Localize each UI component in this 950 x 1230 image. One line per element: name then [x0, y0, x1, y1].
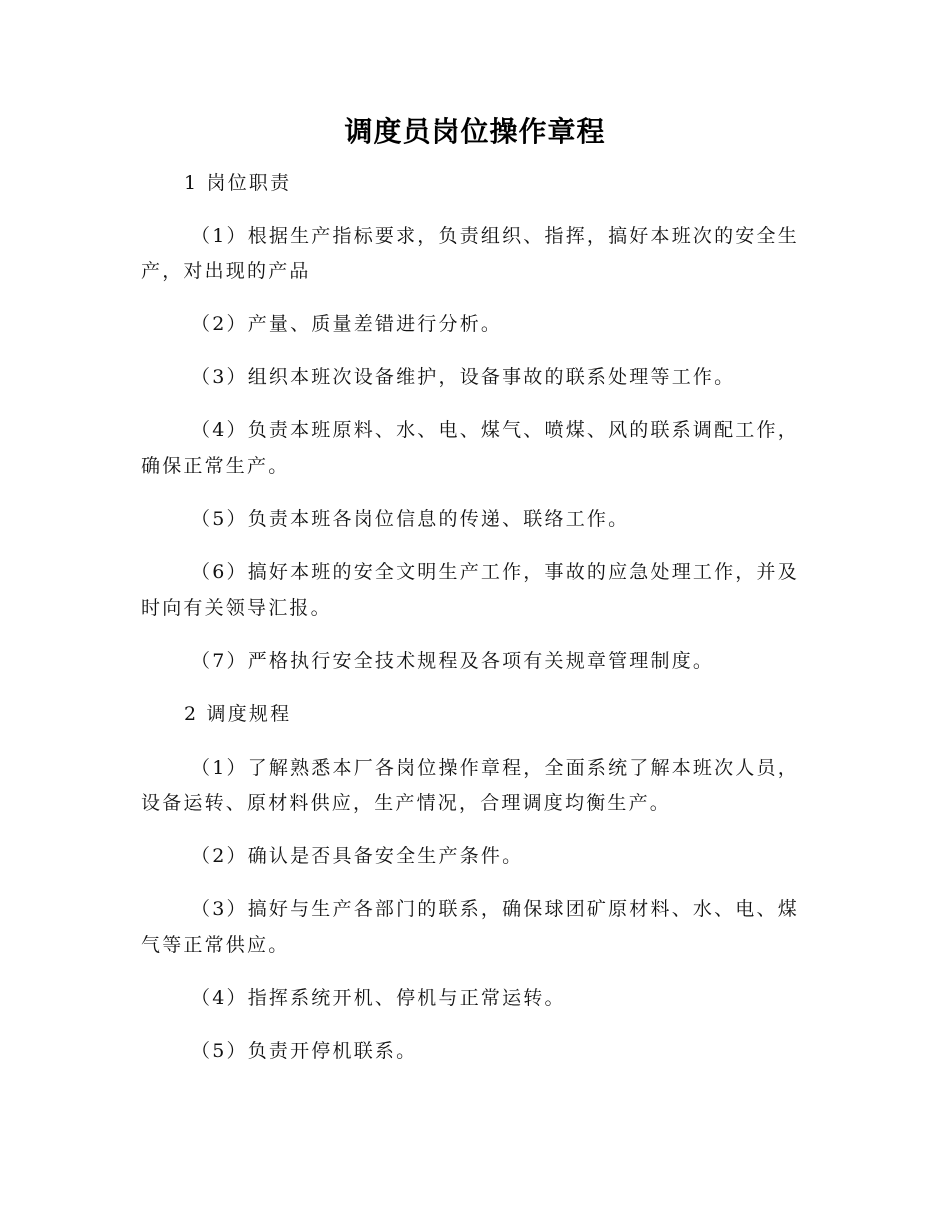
duty-item-6-line-1: （6）搞好本班的安全文明生产工作，事故的应急处理工作，并及 [191, 561, 799, 583]
duty-item-5: （5）负责本班各岗位信息的传递、联络工作。 [191, 508, 630, 530]
rule-item-1-line-1: （1）了解熟悉本厂各岗位操作章程，全面系统了解本班次人员， [191, 757, 799, 779]
duty-item-1-line-2: 产，对出现的产品 [141, 260, 311, 282]
section-heading-duties: 1 岗位职责 [184, 172, 292, 194]
rule-item-1-line-2: 设备运转、原材料供应，生产情况，合理调度均衡生产。 [141, 792, 672, 814]
rule-item-4: （4）指挥系统开机、停机与正常运转。 [191, 987, 566, 1009]
rule-item-5: （5）负责开停机联系。 [191, 1040, 418, 1062]
rule-item-3-line-1: （3）搞好与生产各部门的联系，确保球团矿原材料、水、电、煤 [191, 898, 799, 920]
duty-item-1-line-1: （1）根据生产指标要求，负责组织、指挥，搞好本班次的安全生 [191, 225, 799, 247]
duty-item-3: （3）组织本班次设备维护，设备事故的联系处理等工作。 [191, 366, 736, 388]
section-heading-dispatch-rules: 2 调度规程 [184, 703, 292, 725]
duty-item-6-line-2: 时向有关领导汇报。 [141, 597, 332, 619]
document-title: 调度员岗位操作章程 [344, 115, 606, 148]
duty-item-2: （2）产量、质量差错进行分析。 [191, 313, 503, 335]
rule-item-2: （2）确认是否具备安全生产条件。 [191, 845, 524, 867]
rule-item-3-line-2: 气等正常供应。 [141, 934, 290, 956]
duty-item-4-line-2: 确保正常生产。 [141, 455, 290, 477]
duty-item-7: （7）严格执行安全技术规程及各项有关规章管理制度。 [191, 650, 715, 672]
duty-item-4-line-1: （4）负责本班原料、水、电、煤气、喷煤、风的联系调配工作， [191, 419, 799, 441]
